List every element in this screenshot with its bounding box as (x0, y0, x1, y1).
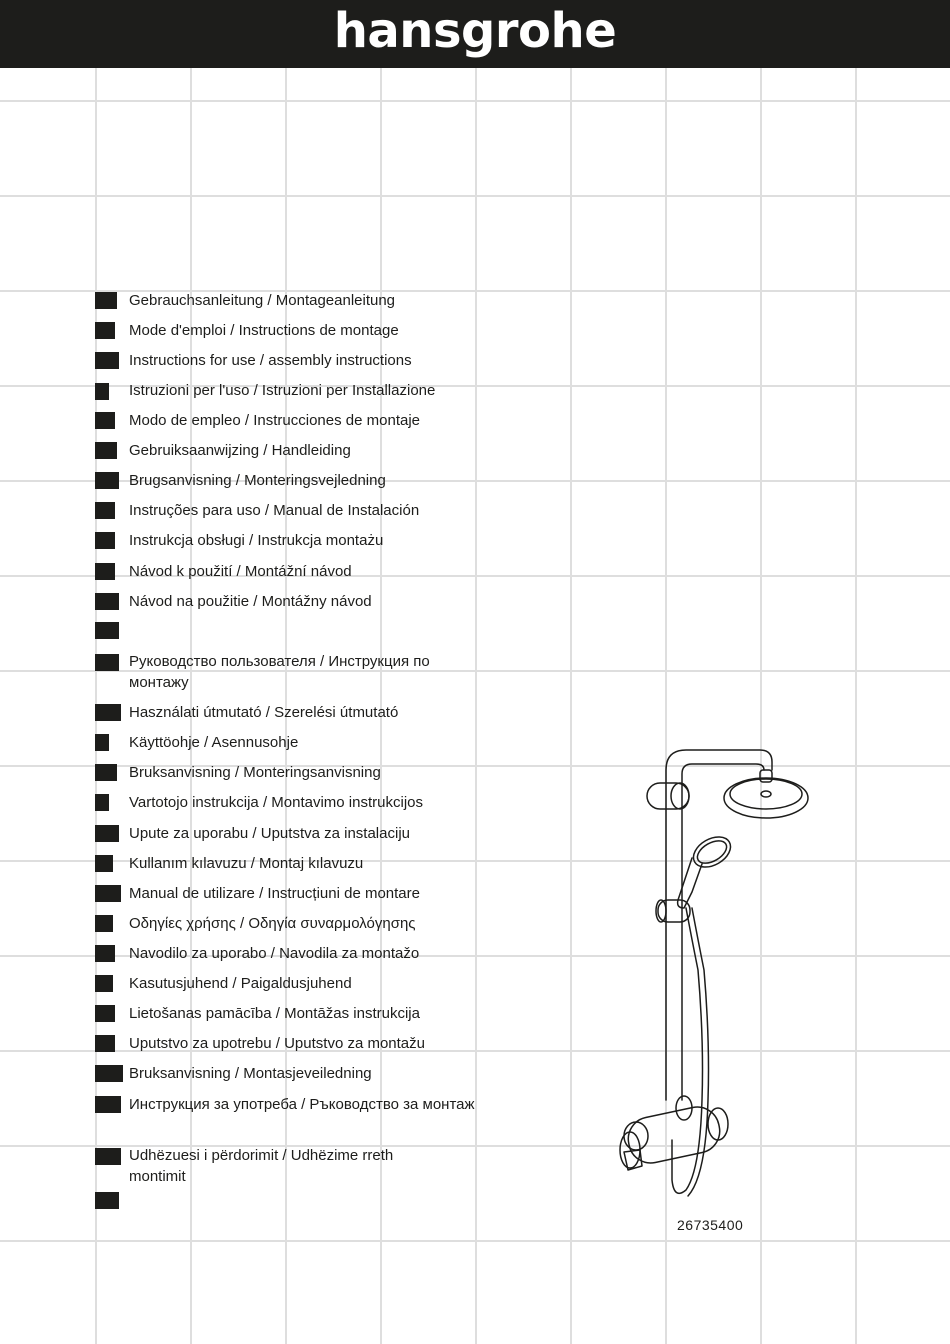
language-marker (95, 1192, 119, 1209)
language-marker (95, 1096, 121, 1113)
language-marker (95, 292, 117, 309)
language-marker (95, 412, 115, 429)
language-item-label: Bruksanvisning / Monteringsanvisning (129, 764, 381, 781)
language-marker (95, 563, 115, 580)
language-item-label: Használati útmutató / Szerelési útmutató (129, 704, 399, 721)
language-marker (95, 322, 115, 339)
language-item-label: Руководство пользователя / Инструкция по монтажу (129, 653, 430, 691)
language-marker (95, 915, 113, 932)
language-marker (95, 825, 119, 842)
language-marker (95, 383, 109, 400)
language-marker (95, 654, 119, 671)
language-marker (95, 532, 115, 549)
language-marker (95, 593, 119, 610)
language-item-label: Lietošanas pamācība / Montāžas instrukcija (129, 1005, 420, 1022)
language-marker (95, 945, 115, 962)
language-item-label: Instructions for use / assembly instructions (129, 352, 412, 369)
language-marker (95, 1148, 121, 1165)
language-item-label: Инструкция за употреба / Ръководство за монтаж (129, 1096, 475, 1113)
language-item-label: Instrukcja obsługi / Instrukcja montażu (129, 532, 384, 549)
language-item-label: Mode d'emploi / Instructions de montage (129, 322, 399, 339)
language-item-label: Istruzioni per l'uso / Istruzioni per Installazione (129, 382, 436, 399)
language-marker (95, 734, 109, 751)
language-item-label: Modo de empleo / Instrucciones de montaje (129, 412, 420, 429)
language-marker (95, 1005, 115, 1022)
product-number: 26735400 (677, 1217, 744, 1233)
language-item-label: Οδηγίες χρήσης / Οδηγία συναρμολόγησης (129, 915, 416, 932)
language-marker (95, 764, 117, 781)
language-item-label: Gebruiksaanwijzing / Handleiding (129, 442, 351, 459)
language-item-label: Návod k použití / Montážní návod (129, 563, 352, 580)
language-marker (95, 794, 109, 811)
language-marker (95, 1035, 115, 1052)
language-marker (95, 502, 115, 519)
language-item-label: Návod na použitie / Montážny návod (129, 593, 372, 610)
language-marker (95, 442, 117, 459)
language-marker (95, 1065, 123, 1082)
language-item-label: Udhëzuesi i përdorimit / Udhëzime rreth montimit (129, 1147, 394, 1185)
language-item-label: Vartotojo instrukcija / Montavimo instrukcijos (129, 794, 423, 811)
language-item-label: Brugsanvisning / Monteringsvejledning (129, 472, 386, 489)
language-marker (95, 885, 121, 902)
language-marker (95, 352, 119, 369)
language-item-label: Manual de utilizare / Instrucțiuni de montare (129, 885, 420, 902)
language-marker (95, 975, 113, 992)
language-item-label: Upute za uporabu / Uputstva za instalaciju (129, 825, 410, 842)
language-marker (95, 622, 119, 639)
shower-system-illustration (600, 740, 840, 1210)
language-marker (95, 855, 113, 872)
language-item-label: Kasutusjuhend / Paigaldusjuhend (129, 975, 352, 992)
language-marker (95, 704, 121, 721)
language-marker (95, 472, 119, 489)
language-item-label: Gebrauchsanleitung / Montageanleitung (129, 292, 396, 309)
brand-logo: hansgrohe (333, 3, 617, 59)
language-item-label: Instruções para uso / Manual de Instalación (129, 502, 420, 519)
language-item-label: Bruksanvisning / Montasjeveiledning (129, 1065, 372, 1082)
language-item-label: Kullanım kılavuzu / Montaj kılavuzu (129, 855, 364, 872)
language-item-label: Uputstvo za upotrebu / Uputstvo za montažu (129, 1035, 425, 1052)
language-item-label: Käyttöohje / Asennusohje (129, 734, 299, 751)
language-item-label: Navodilo za uporabo / Navodila za montažo (129, 945, 420, 962)
